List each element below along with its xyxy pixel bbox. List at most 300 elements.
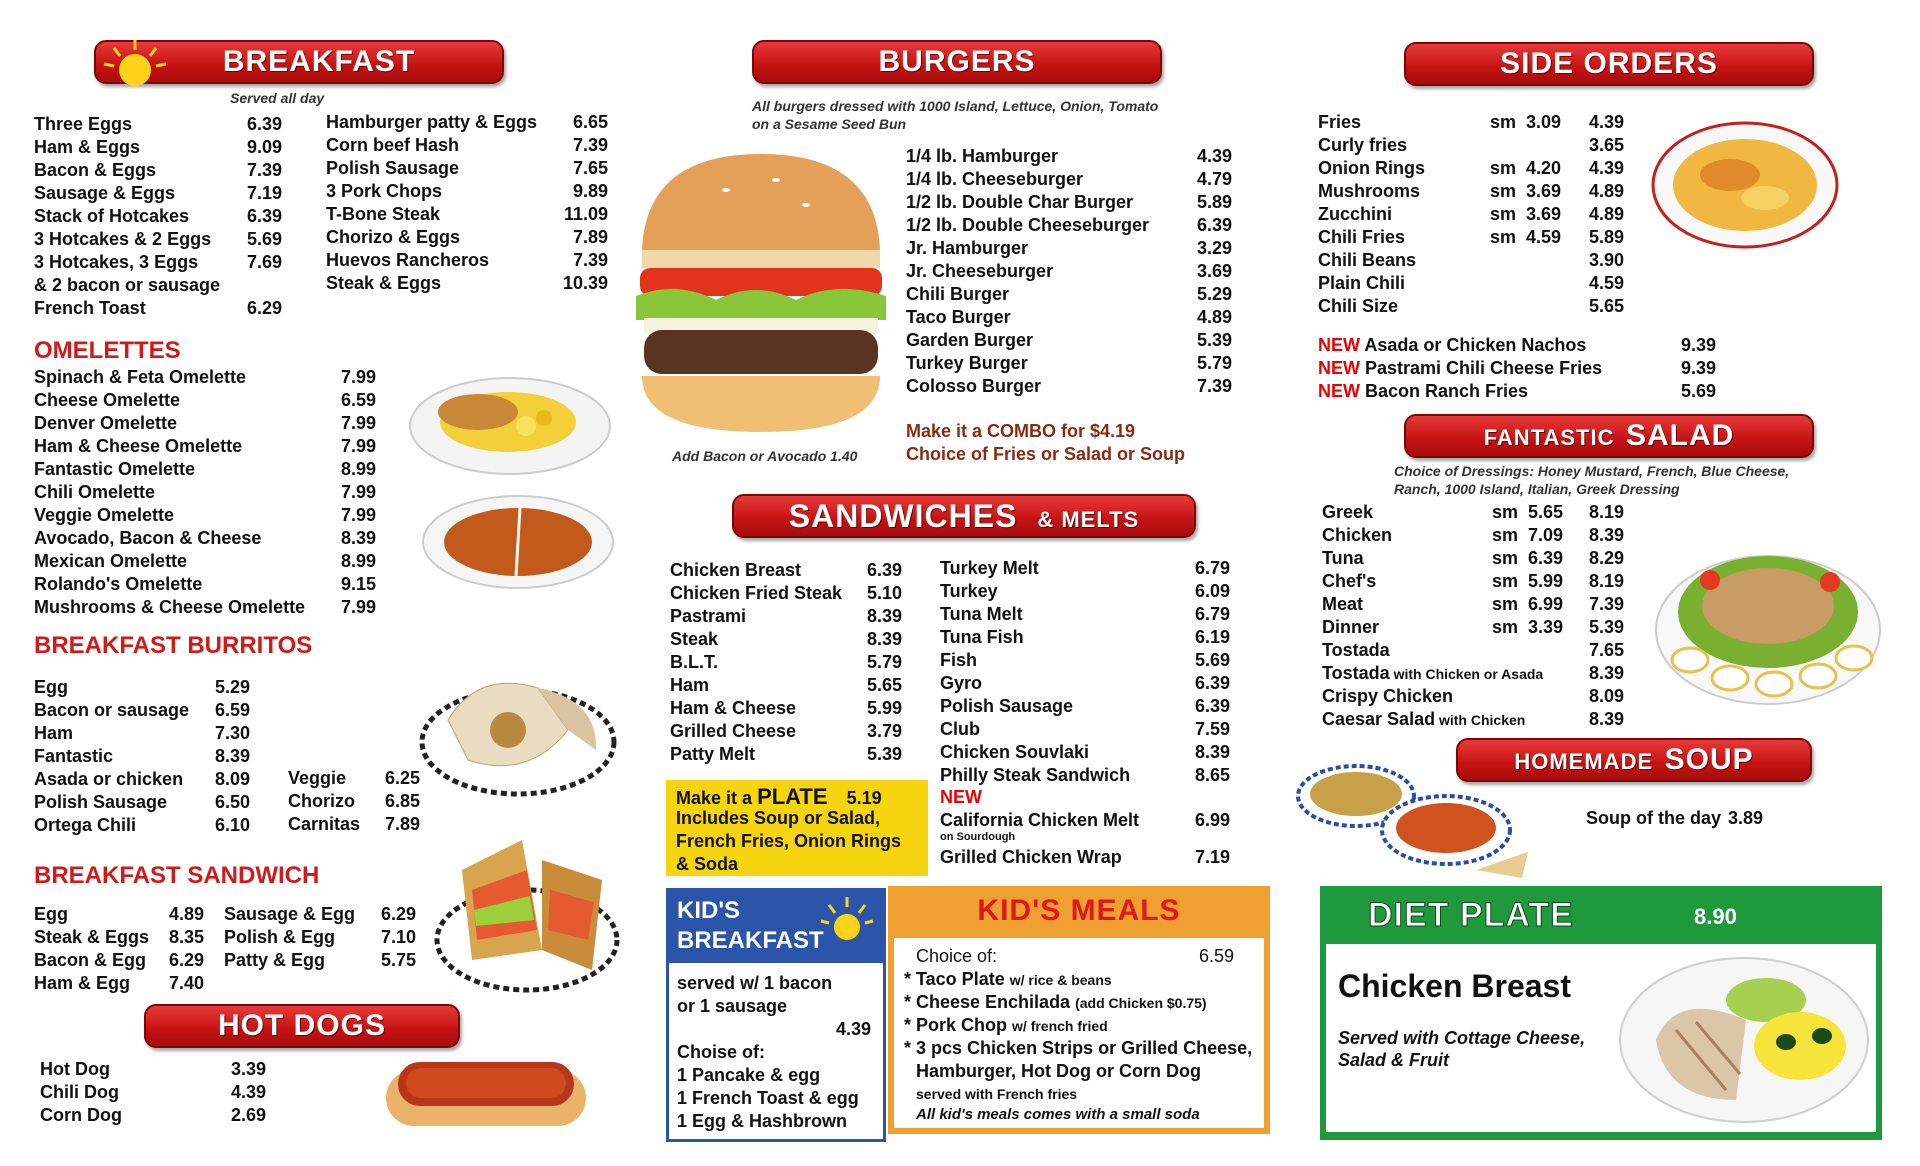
sandwiches-title: SANDWICHES xyxy=(788,498,1018,534)
sandwich-plate-image xyxy=(432,830,622,1000)
burger-item xyxy=(906,307,1011,328)
burrito-item-price: 8.09 xyxy=(214,769,250,789)
burgers-note-2: on a Sesame Seed Bun xyxy=(752,116,907,132)
sandwich-item xyxy=(670,675,709,696)
salad-banner xyxy=(1404,414,1814,458)
side-order-item-name: Zucchini xyxy=(1318,204,1393,224)
breakfast-sandwich-item-price: 6.29 xyxy=(168,950,204,970)
mac-cheese-plate-image xyxy=(1650,120,1840,250)
breakfast-item-name: Chorizo & Eggs xyxy=(326,227,460,247)
burrito-item-price: 7.30 xyxy=(214,723,250,743)
breakfast-sandwich-item-name: Steak & Eggs xyxy=(34,927,150,947)
side-order-new-item-price: 5.69 xyxy=(1680,381,1716,401)
breakfast-item-price: 7.19 xyxy=(246,183,282,203)
sandwich-item xyxy=(940,696,1073,717)
salad-item xyxy=(1322,571,1376,592)
kids-breakfast-title-2: BREAKFAST xyxy=(677,927,824,954)
kids-breakfast-box xyxy=(666,888,886,1142)
omelette-item-price: 8.39 xyxy=(340,528,376,548)
sandwich-item-name: Ham xyxy=(670,675,710,695)
diet-plate-inner xyxy=(1326,944,1876,1132)
side-order-new-item-price: 9.39 xyxy=(1680,358,1716,378)
breakfast-sandwich-item-name: Egg xyxy=(34,904,68,924)
burrito-item-price: 6.59 xyxy=(214,700,250,720)
plate-word: PLATE xyxy=(757,784,828,809)
sandwich-item-price: 8.39 xyxy=(866,606,902,626)
soup-price: 3.89 xyxy=(1728,808,1764,828)
burger-item-price: 4.39 xyxy=(1196,146,1232,166)
breakfast-sandwich-item xyxy=(34,950,146,971)
side-order-item-name: Chili Size xyxy=(1318,296,1399,316)
sandwich-item xyxy=(670,560,801,581)
side-order-new-item-name: Asada or Chicken Nachos xyxy=(1360,335,1587,355)
breakfast-sandwich-item-price: 5.75 xyxy=(380,950,416,970)
kids-meal-item-4: * 3 pcs Chicken Strips or Grilled Cheese, xyxy=(904,1038,1253,1058)
side-order-item-price: 5.65 xyxy=(1588,296,1624,316)
plate-box xyxy=(666,780,928,876)
side-order-item-name: Plain Chili xyxy=(1318,273,1406,293)
salad-item xyxy=(1322,525,1392,546)
sandwich-item-price: 6.79 xyxy=(1194,558,1230,578)
breakfast-item xyxy=(34,183,175,204)
breakfast-item-price: 9.09 xyxy=(246,137,282,157)
burrito-item-price: 6.10 xyxy=(214,815,250,835)
omelette-item-price: 9.15 xyxy=(340,574,376,594)
sandwich-item xyxy=(670,629,718,650)
side-order-item-small-price: sm 4.59 xyxy=(1490,227,1562,247)
salad-item xyxy=(1322,502,1373,523)
salad-item-small-price: sm 7.09 xyxy=(1492,525,1564,545)
burger-item-price: 3.29 xyxy=(1196,238,1232,258)
breakfast-item xyxy=(326,135,459,156)
burger-item-name: Colosso Burger xyxy=(906,376,1042,396)
sun-icon xyxy=(100,36,170,80)
salad-item-price: 8.39 xyxy=(1588,525,1624,545)
salad-item-price: 8.39 xyxy=(1588,709,1624,729)
diet-plate-image xyxy=(1616,950,1872,1126)
burgers-title: BURGERS xyxy=(878,45,1036,78)
breakfast-item-name: 3 Pork Chops xyxy=(326,181,443,201)
burger-item xyxy=(906,238,1028,259)
hot-dog-item xyxy=(40,1082,119,1103)
burrito-item xyxy=(288,791,355,812)
sandwich-item-price: 6.19 xyxy=(1194,627,1230,647)
sandwich-item xyxy=(940,673,982,694)
sandwich-item-name: Steak xyxy=(670,629,719,649)
diet-plate-price: 8.90 xyxy=(1694,904,1737,929)
sandwich-item xyxy=(940,719,980,740)
kids-breakfast-choice-2: 1 French Toast & egg xyxy=(677,1088,859,1108)
sandwich-item-name: Philly Steak Sandwich xyxy=(940,765,1131,785)
hot-dog-item-price: 3.39 xyxy=(230,1059,266,1079)
breakfast-sandwich-item-price: 7.40 xyxy=(168,973,204,993)
burger-item xyxy=(906,284,1009,305)
burger-item-price: 5.29 xyxy=(1196,284,1232,304)
sandwich-item xyxy=(670,744,755,765)
burgers-note-1: All burgers dressed with 1000 Island, Lettuce, Onion, Tomato xyxy=(752,98,1159,114)
burrito-item-name: Ortega Chili xyxy=(34,815,137,835)
kids-breakfast-price: 4.39 xyxy=(835,1019,871,1039)
sandwiches-banner xyxy=(732,494,1196,538)
salad-item-price: 8.39 xyxy=(1588,663,1624,683)
breakfast-item xyxy=(326,158,459,179)
burritos-title: BREAKFAST BURRITOS xyxy=(34,632,313,659)
side-order-item xyxy=(1318,273,1405,294)
side-order-item-name: Curly fries xyxy=(1318,135,1408,155)
sandwich-item-name: Tuna Melt xyxy=(940,604,1023,624)
side-order-item-price: 4.39 xyxy=(1588,112,1624,132)
side-orders-banner xyxy=(1404,42,1814,86)
omelette-item-name: Mushrooms & Cheese Omelette xyxy=(34,597,306,617)
side-order-new-item xyxy=(1318,358,1602,379)
california-chicken-melt: California Chicken Melt xyxy=(940,810,1140,830)
side-order-item xyxy=(1318,250,1416,271)
kids-meal-item-1: * Taco Plate xyxy=(904,969,1005,989)
salad-item-price: 8.19 xyxy=(1588,502,1624,522)
salad-item-small-price: sm 5.99 xyxy=(1492,571,1564,591)
burger-item-name: Jr. Cheeseburger xyxy=(906,261,1054,281)
omelette-item xyxy=(34,528,261,549)
salad-item-name: Chef's xyxy=(1322,571,1377,591)
sandwich-item-name: Chicken Souvlaki xyxy=(940,742,1090,762)
omelette-item xyxy=(34,390,180,411)
breakfast-sandwich-item-price: 8.35 xyxy=(168,927,204,947)
hashbrown-plate-image xyxy=(420,490,615,595)
kids-meal-item-2-note: (add Chicken $0.75) xyxy=(1075,995,1207,1011)
sandwich-item-price: 8.39 xyxy=(866,629,902,649)
breakfast-item xyxy=(34,275,220,296)
breakfast-item xyxy=(34,252,198,273)
burger-item-name: Chili Burger xyxy=(906,284,1010,304)
burger-item-price: 7.39 xyxy=(1196,376,1232,396)
salad-item-name: Chicken xyxy=(1322,525,1393,545)
side-order-item-name: Fries xyxy=(1318,112,1362,132)
breakfast-item-price: 7.39 xyxy=(572,250,608,270)
burgers-addon: Add Bacon or Avocado 1.40 xyxy=(672,448,858,464)
sandwich-item xyxy=(670,698,796,719)
omelette-item-price: 6.59 xyxy=(340,390,376,410)
breakfast-item-name: Huevos Rancheros xyxy=(326,250,490,270)
diet-plate-box xyxy=(1320,886,1882,1140)
grilled-chicken-wrap-price: 7.19 xyxy=(1194,847,1230,867)
breakfast-item-name: T-Bone Steak xyxy=(326,204,441,224)
omelette-item-name: Avocado, Bacon & Cheese xyxy=(34,528,262,548)
salad-item-name: Dinner xyxy=(1322,617,1380,637)
diet-plate-desc-2: Salad & Fruit xyxy=(1338,1050,1450,1070)
burger-item xyxy=(906,353,1028,374)
sandwich-item-price: 8.65 xyxy=(1194,765,1230,785)
burger-item xyxy=(906,169,1083,190)
sandwich-item-name: Pastrami xyxy=(670,606,747,626)
breakfast-item-price: 7.89 xyxy=(572,227,608,247)
omelette-item-name: Cheese Omelette xyxy=(34,390,181,410)
salad-item xyxy=(1322,548,1364,569)
kids-breakfast-line-1: served w/ 1 bacon xyxy=(677,973,833,993)
breakfast-item-price: 11.09 xyxy=(563,204,608,224)
breakfast-sandwich-item-price: 7.10 xyxy=(380,927,416,947)
omelette-item-name: Ham & Cheese Omelette xyxy=(34,436,243,456)
sandwich-item xyxy=(940,604,1023,625)
salad-item-small-price: sm 3.39 xyxy=(1492,617,1564,637)
side-order-item xyxy=(1318,158,1425,179)
sandwiches-new-label: NEW xyxy=(940,787,982,807)
sandwich-item-price: 5.69 xyxy=(1194,650,1230,670)
sandwich-item-price: 6.79 xyxy=(1194,604,1230,624)
sandwich-item-price: 7.59 xyxy=(1194,719,1230,739)
sandwich-item-name: Tuna Fish xyxy=(940,627,1024,647)
salad-item-small-price: sm 5.65 xyxy=(1492,502,1564,522)
breakfast-item xyxy=(326,204,440,225)
plate-line-3: & Soda xyxy=(676,854,739,874)
burger-item-name: Garden Burger xyxy=(906,330,1034,350)
salad-item-name: Crispy Chicken xyxy=(1322,686,1454,706)
burger-item-name: Jr. Hamburger xyxy=(906,238,1029,258)
burger-item-name: 1/4 lb. Hamburger xyxy=(906,146,1059,166)
plate-pre: Make it a xyxy=(676,788,753,808)
burrito-item xyxy=(34,723,73,744)
breakfast-sandwich-item-price: 4.89 xyxy=(168,904,204,924)
kids-meal-soda-note: All kid's meals comes with a small soda xyxy=(916,1106,1200,1123)
sandwich-item-name: Patty Melt xyxy=(670,744,756,764)
side-order-item-small-price: sm 3.69 xyxy=(1490,204,1562,224)
side-order-new-item-name: Bacon Ranch Fries xyxy=(1360,381,1529,401)
burger-item xyxy=(906,215,1149,236)
omelette-item-price: 7.99 xyxy=(340,413,376,433)
side-order-item-price: 4.39 xyxy=(1588,158,1624,178)
breakfast-item xyxy=(34,137,140,158)
side-order-item xyxy=(1318,112,1361,133)
salad-item-price: 5.39 xyxy=(1588,617,1624,637)
burrito-item-price: 8.39 xyxy=(214,746,250,766)
burrito-item-price: 7.89 xyxy=(384,814,420,834)
burrito-item-name: Veggie xyxy=(288,768,347,788)
breakfast-item-price: 6.29 xyxy=(246,298,282,318)
side-order-item-name: Mushrooms xyxy=(1318,181,1421,201)
salad-item-price: 7.39 xyxy=(1588,594,1624,614)
breakfast-item-name: Ham & Eggs xyxy=(34,137,141,157)
salad-item-price: 8.19 xyxy=(1588,571,1624,591)
omelette-item-price: 8.99 xyxy=(340,459,376,479)
breakfast-sandwich-item xyxy=(224,927,335,948)
side-order-item xyxy=(1318,135,1407,156)
hot-dog-item-name: Corn Dog xyxy=(40,1105,122,1125)
omelette-item xyxy=(34,413,177,434)
burrito-item-name: Chorizo xyxy=(288,791,355,811)
sandwich-item-name: Chicken Breast xyxy=(670,560,802,580)
breakfast-sandwich-item xyxy=(34,927,149,948)
side-order-item-price: 4.89 xyxy=(1588,204,1624,224)
sandwich-item-name: Turkey Melt xyxy=(940,558,1039,578)
breakfast-item xyxy=(34,160,156,181)
breakfast-sandwich-item xyxy=(224,904,355,925)
diet-plate-item: Chicken Breast xyxy=(1338,968,1571,1004)
burger-item-name: Taco Burger xyxy=(906,307,1011,327)
salad-item xyxy=(1322,663,1543,684)
breakfast-note: Served all day xyxy=(230,90,325,106)
omelette-item-price: 7.99 xyxy=(340,436,376,456)
salad-item xyxy=(1322,686,1453,707)
soup-bowls-image xyxy=(1296,760,1532,882)
salad-item xyxy=(1322,594,1363,615)
breakfast-item-name: 3 Hotcakes & 2 Eggs xyxy=(34,229,212,249)
hot-dogs-title: HOT DOGS xyxy=(217,1009,386,1042)
side-order-item xyxy=(1318,296,1398,317)
burrito-item-name: Carnitas xyxy=(288,814,361,834)
sandwich-item xyxy=(940,581,998,602)
burrito-item xyxy=(34,700,189,721)
breakfast-item-price: 10.39 xyxy=(562,273,608,293)
kids-breakfast-choice-1: 1 Pancake & egg xyxy=(677,1065,821,1085)
new-label: NEW xyxy=(1318,358,1360,378)
kids-meal-item-1-note: w/ rice & beans xyxy=(1009,972,1112,988)
side-order-item-price: 3.90 xyxy=(1588,250,1624,270)
burger-item-price: 5.79 xyxy=(1196,353,1232,373)
sandwich-item xyxy=(940,742,1089,763)
salad-note-2: Ranch, 1000 Island, Italian, Greek Dressing xyxy=(1394,481,1680,497)
breakfast-sandwich-item-name: Sausage & Egg xyxy=(224,904,356,924)
breakfast-item-price: 7.39 xyxy=(246,160,282,180)
omelette-item-price: 7.99 xyxy=(340,505,376,525)
kids-meal-fries-note: served with French fries xyxy=(916,1086,1078,1102)
sandwich-item-price: 3.79 xyxy=(866,721,902,741)
side-order-item-name: Chili Beans xyxy=(1318,250,1417,270)
kids-meals-choice: Choice of: xyxy=(916,946,998,966)
side-order-new-item xyxy=(1318,381,1528,402)
sandwich-item-price: 6.39 xyxy=(866,560,902,580)
breakfast-item-name: Hamburger patty & Eggs xyxy=(326,112,538,132)
breakfast-item-name: French Toast xyxy=(34,298,146,318)
kids-breakfast-choise: Choise of: xyxy=(677,1042,765,1062)
breakfast-item xyxy=(34,114,132,135)
breakfast-sandwich-title: BREAKFAST SANDWICH xyxy=(34,862,320,889)
side-order-item-small-price: sm 3.69 xyxy=(1490,181,1562,201)
salad-item-name: Tostada xyxy=(1322,663,1390,683)
burrito-item xyxy=(34,746,113,767)
burrito-item-name: Asada or chicken xyxy=(34,769,184,789)
salad-item-name: Greek xyxy=(1322,502,1374,522)
sandwich-item xyxy=(940,627,1024,648)
sandwich-item-price: 5.10 xyxy=(866,583,902,603)
burger-item-name: 1/2 lb. Double Char Burger xyxy=(906,192,1134,212)
side-order-new-item xyxy=(1318,335,1586,356)
omelette-item-price: 7.99 xyxy=(340,482,376,502)
california-chicken-melt-price: 6.99 xyxy=(1194,810,1230,830)
salad-item xyxy=(1322,709,1525,730)
breakfast-item xyxy=(326,227,460,248)
breakfast-sandwich-item-name: Patty & Egg xyxy=(224,950,326,970)
breakfast-title: BREAKFAST xyxy=(222,45,416,78)
soup-item: Soup of the day xyxy=(1586,808,1721,828)
salad-item xyxy=(1322,640,1390,661)
omelette-item-price: 7.99 xyxy=(340,367,376,387)
burrito-item xyxy=(34,677,68,698)
omelette-item xyxy=(34,459,195,480)
breakfast-sandwich-item xyxy=(34,904,68,925)
side-order-item-small-price: sm 3.09 xyxy=(1490,112,1562,132)
hot-dog-image xyxy=(382,1050,592,1138)
salad-item-note: with Chicken xyxy=(1435,712,1526,728)
salad-item xyxy=(1322,617,1379,638)
burger-item-name: 1/2 lb. Double Cheeseburger xyxy=(906,215,1150,235)
grilled-chicken-wrap: Grilled Chicken Wrap xyxy=(940,847,1122,867)
side-order-item-name: Onion Rings xyxy=(1318,158,1425,178)
sun-icon xyxy=(819,895,875,935)
salad-item-name: Caesar Salad xyxy=(1322,709,1436,729)
breakfast-item xyxy=(34,229,211,250)
hot-dog-item-price: 4.39 xyxy=(230,1082,266,1102)
breakfast-item-name: & 2 bacon or sausage xyxy=(34,275,221,295)
salad-item-name: Tostada xyxy=(1322,640,1390,660)
omelette-item xyxy=(34,367,246,388)
breakfast-item-price: 5.69 xyxy=(246,229,282,249)
burrito-item-name: Ham xyxy=(34,723,74,743)
burrito-item-name: Fantastic xyxy=(34,746,114,766)
burrito-item-price: 6.25 xyxy=(384,768,420,788)
hot-dog-item-name: Chili Dog xyxy=(40,1082,119,1102)
salad-plate-image xyxy=(1650,520,1886,710)
burger-item xyxy=(906,261,1053,282)
sandwich-item-name: Chicken Fried Steak xyxy=(670,583,843,603)
burgers-banner xyxy=(752,40,1162,84)
omelette-item-name: Denver Omelette xyxy=(34,413,178,433)
burgers-combo-2: Choice of Fries or Salad or Soup xyxy=(906,444,1186,464)
breakfast-item-name: Stack of Hotcakes xyxy=(34,206,190,226)
breakfast-sandwich-item xyxy=(34,973,130,994)
sandwiches-subtitle: & MELTS xyxy=(1037,507,1140,532)
salad-item-name: Meat xyxy=(1322,594,1364,614)
soup-title-1: HOMEMADE xyxy=(1514,749,1654,774)
burger-item xyxy=(906,192,1133,213)
breakfast-sandwich-item-price: 6.29 xyxy=(380,904,416,924)
omelettes-title: OMELETTES xyxy=(34,337,181,364)
omelette-item xyxy=(34,551,187,572)
side-order-item-price: 3.65 xyxy=(1588,135,1624,155)
sandwich-item xyxy=(670,721,796,742)
burrito-item-name: Egg xyxy=(34,677,68,697)
plate-price: 5.19 xyxy=(846,788,882,808)
breakfast-item xyxy=(34,206,189,227)
side-order-item xyxy=(1318,181,1420,202)
diet-plate-desc-1: Served with Cottage Cheese, xyxy=(1338,1028,1586,1048)
kids-meals-inner xyxy=(894,938,1264,1128)
sandwich-item xyxy=(670,652,718,673)
sandwich-item-price: 6.39 xyxy=(1194,673,1230,693)
salad-item-note: with Chicken or Asada xyxy=(1389,666,1544,682)
sandwich-item-price: 6.09 xyxy=(1194,581,1230,601)
breakfast-item xyxy=(326,250,489,271)
salad-title-2: SALAD xyxy=(1625,419,1735,452)
breakfast-item xyxy=(326,181,442,202)
burgers-combo-1: Make it a COMBO for $4.19 xyxy=(906,421,1136,441)
new-label: NEW xyxy=(1318,335,1360,355)
sandwich-item xyxy=(940,558,1039,579)
burrito-item xyxy=(288,814,360,835)
sandwich-item-name: Grilled Cheese xyxy=(670,721,797,741)
burger-item-name: Turkey Burger xyxy=(906,353,1028,373)
sandwich-item xyxy=(670,583,842,604)
kids-meals-title: KID'S MEALS xyxy=(977,894,1181,927)
sandwich-item-price: 5.99 xyxy=(866,698,902,718)
hot-dogs-banner xyxy=(144,1004,460,1048)
kids-meal-item-3-note: w/ french fried xyxy=(1012,1018,1108,1034)
breakfast-sandwich-item-name: Bacon & Egg xyxy=(34,950,147,970)
diet-plate-title: DIET PLATE xyxy=(1368,896,1574,934)
hot-dog-item xyxy=(40,1059,110,1080)
sandwich-item-name: Club xyxy=(940,719,980,739)
burger-item-price: 3.69 xyxy=(1196,261,1232,281)
salad-item-small-price: sm 6.99 xyxy=(1492,594,1564,614)
omelette-item-name: Rolando's Omelette xyxy=(34,574,203,594)
